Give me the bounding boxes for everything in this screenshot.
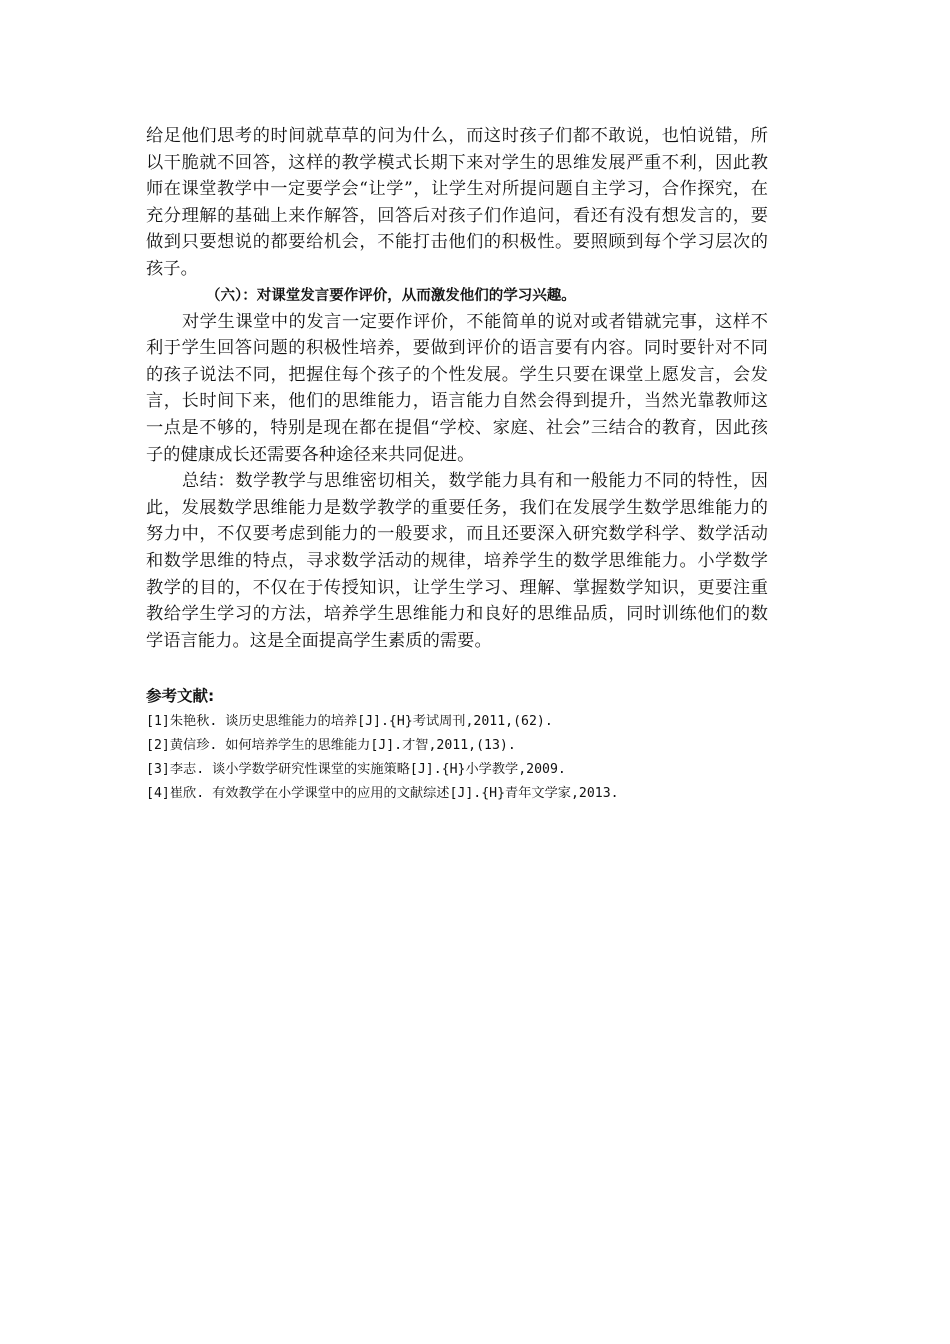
references-section [146,684,768,806]
body-paragraph-2: 对学生课堂中的发言一定要作评价，不能简单的说对或者错就完事，这样不利于学生回答问题的积极性培养，要做到评价的语言要有内容。同时要针对不同的孩子说法不同，把握住每个孩子的个性发展。学生只要在课堂上愿发言，会发言，长时间下来，他们的思维能力，语言能力自然会得到提升，当然光靠教师这一点是不够的，特别是现在都在提倡“学校、家庭、社会”三结合的教育，因此孩子的健康成长还需要各种途径来共同促进。 [146,311,768,465]
reference-item: [3]李志. 谈小学数学研究性课堂的实施策略[J].{H}小学教学,2009. [146,762,566,778]
document-page [146,123,768,806]
section-heading-6: （六）：对课堂发言要作评价，从而激发他们的学习兴趣。 [206,287,576,304]
references-title: 参考文献: [146,687,215,706]
summary-paragraph: 总结：数学教学与思维密切相关，数学能力具有和一般能力不同的特性，因此，发展数学思维能力是数学教学的重要任务，我们在发展学生数学思维能力的努力中，不仅要考虑到能力的一般要求，而且还要深入研究数学科学、数学活动和数学思维的特点，寻求数学活动的规律，培养学生的数学思维能力。小学数学教学的目的，不仅在于传授知识，让学生学习、理解、掌握数学知识，更要注重教给学生学习的方法，培养学生思维能力和良好的思维品质，同时训练他们的数学语言能力。这是全面提高学生素质的需要。 [146,471,768,651]
body-paragraph-1: 给足他们思考的时间就草草的问为什么，而这时孩子们都不敢说，也怕说错，所以干脆就不回答，这样的教学模式长期下来对学生的思维发展严重不利，因此教师在课堂教学中一定要学会“让学”，让学生对所提问题自主学习，合作探究，在充分理解的基础上来作解答，回答后对孩子们作追问，看还有没有想发言的，要做到只要想说的都要给机会，不能打击他们的积极性。要照顾到每个学习层次的孩子。 [146,126,768,279]
reference-item: [1]朱艳秋. 谈历史思维能力的培养[J].{H}考试周刊,2011,(62). [146,714,553,730]
reference-item: [4]崔欣. 有效教学在小学课堂中的应用的文献综述[J].{H}青年文学家,2013. [146,786,619,802]
reference-item: [2]黄信珍. 如何培养学生的思维能力[J].才智,2011,(13). [146,738,516,754]
